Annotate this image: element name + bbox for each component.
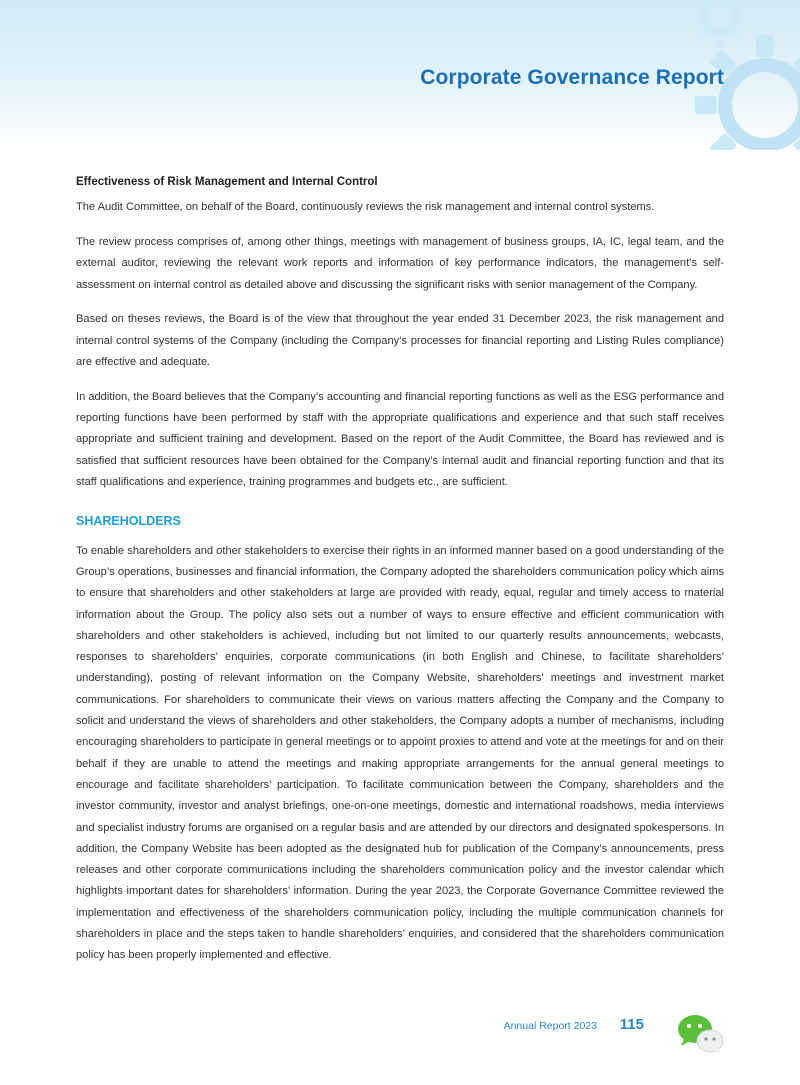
page-number: 115 [619, 1016, 644, 1033]
wechat-icon[interactable] [676, 1014, 726, 1054]
risk-section-heading: Effectiveness of Risk Management and Internal Control [76, 176, 378, 188]
header-band [0, 0, 800, 150]
risk-paragraph-4: In addition, the Board believes that the Company’s accounting and financial reporting functions as well as the ESG performance and reporting functions have been performed by staff with the appropriate qualifications and experience and that such staff receives appropriate and sufficient training and development. Based on the report of the Audit Committee, the Board has reviewed and is satisfied that sufficient resources have been obtained for the Company’s internal audit and financial reporting function and that its staff qualifications and experience, training programmes and budgets etc., are sufficient. [76, 390, 724, 489]
report-body [76, 172, 724, 980]
shareholders-paragraph: To enable shareholders and other stakeholders to exercise their rights in an informed manner based on a good understanding of the Group’s operations, businesses and financial information, the Company adopted the shareholders communication policy which aims to ensure that shareholders and other stakeholders at large are provided with ready, equal, regular and timely access to material information about the Group. The policy also sets out a number of ways to ensure effective and efficient communication with shareholders and other stakeholders is achieved, including but not limited to our quarterly results announcements, webcasts, responses to shareholders’ enquiries, corporate communications (in both English and Chinese, to facilitate shareholders’ understanding), posting of relevant information on the Company Website, shareholders’ meetings and investment market communications. For shareholders to communicate their views on various matters affecting the Company and the Company to solicit and understand the views of shareholders and other stakeholders, the Company adopts a number of mechanisms, including encouraging shareholders to participate in general meetings or to appoint proxies to attend and vote at the meetings for and on their behalf if they are unable to attend the meetings and making appropriate arrangements for the annual general meetings to encourage and facilitate shareholders’ participation. To facilitate communication between the Company, shareholders and the investor community, investor and analyst briefings, one-on-one meetings, domestic and international roadshows, media interviews and specialist industry forums are organised on a regular basis and are attended by our directors and designated spokespersons. In addition, the Company Website has been adopted as the designated hub for publication of the Company’s announcements, press releases and other corporate communications including the shareholders communication policy and the investor calendar which highlights important dates for shareholders’ information. During the year 2023, the Corporate Governance Committee reviewed the implementation and effectiveness of the shareholders communication policy, including the multiple communication channels for shareholders in place and the steps taken to handle shareholders’ enquiries, and considered that the shareholders communication policy has been properly implemented and effective. [76, 544, 724, 962]
page-title: Corporate Governance Report [420, 66, 724, 89]
risk-paragraph-3: Based on theses reviews, the Board is of the view that throughout the year ended 31 December 2023, the risk management and internal control systems of the Company (including the Company’s processes for financial reporting and Listing Rules compliance) are effective and adequate. [76, 313, 724, 369]
annual-report-label: Annual Report 2023 [503, 1020, 597, 1032]
shareholders-section-heading: SHAREHOLDERS [76, 514, 181, 529]
gear-icon-small [685, 0, 755, 50]
risk-paragraph-1: The Audit Committee, on behalf of the Board, continuously reviews the risk management and internal control systems. [76, 201, 655, 214]
page-footer [0, 1014, 800, 1085]
risk-paragraph-2: The review process comprises of, among other things, meetings with management of business groups, IA, IC, legal team, and the external auditor, reviewing the relevant work reports and information of key performance indicators, the management’s self-assessment on internal control as detailed above and discussing the significant risks with senior management of the Company. [76, 236, 724, 291]
